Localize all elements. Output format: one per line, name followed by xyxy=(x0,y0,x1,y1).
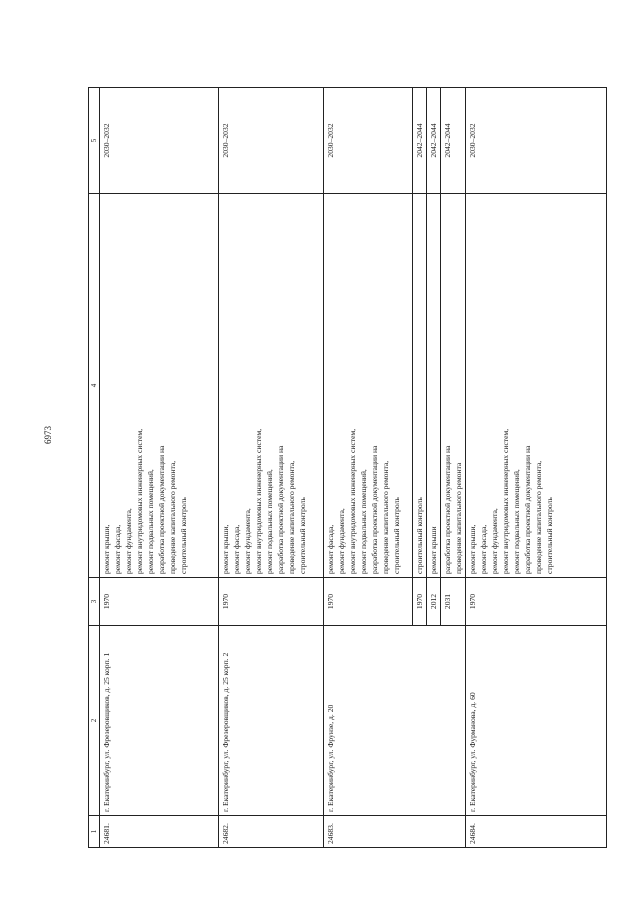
address-cell: г. Екатеринбург, ул. Фурманова, д. 60 xyxy=(466,626,607,816)
column-header-1: 1 xyxy=(89,816,100,848)
work-item: ремонт фасада, xyxy=(113,524,123,574)
work-item: строительный контроль xyxy=(545,497,555,574)
table-row xyxy=(324,88,413,848)
table-row xyxy=(100,88,219,848)
work-item: ремонт крыши, xyxy=(102,524,112,574)
period-cell: 2042–2044 xyxy=(427,88,441,194)
repair-schedule-table-wrapper xyxy=(88,88,555,848)
address-cell: г. Екатеринбург, ул. Фрезеровщиков, д. 25 корп. 1 xyxy=(100,626,219,816)
year-cell: 1970 xyxy=(219,578,324,626)
works-cell xyxy=(441,194,466,578)
work-item: ремонт крыши xyxy=(429,526,439,574)
work-item: ремонт фасада, xyxy=(232,524,242,574)
work-item: разработка проектной документации на xyxy=(370,445,380,574)
row-number: 24681. xyxy=(100,816,219,848)
year-cell: 1970 xyxy=(100,578,219,626)
address-cell: г. Екатеринбург, ул. Фрунзе, д. 20 xyxy=(324,626,466,816)
period-cell: 2042–2044 xyxy=(441,88,466,194)
work-item: ремонт фундамента, xyxy=(337,508,347,574)
address-cell: г. Екатеринбург, ул. Фрезеровщиков, д. 25 корп. 2 xyxy=(219,626,324,816)
work-item: ремонт подвальных помещений, xyxy=(512,469,522,574)
work-item: проведение капитального ремонта, xyxy=(168,460,178,574)
row-number: 24682. xyxy=(219,816,324,848)
work-item: ремонт фундамента, xyxy=(490,508,500,574)
work-item: ремонт подвальных помещений, xyxy=(359,469,369,574)
work-item: строительный контроль xyxy=(415,497,425,574)
work-item: ремонт внутридомовых инженерных систем, xyxy=(135,428,145,574)
work-item: ремонт подвальных помещений, xyxy=(146,469,156,574)
column-header-4: 4 xyxy=(89,194,100,578)
period-cell: 2030–2032 xyxy=(219,88,324,194)
work-item: строительный контроль xyxy=(179,497,189,574)
work-item: ремонт подвальных помещений, xyxy=(265,469,275,574)
work-item: строительный контроль xyxy=(392,497,402,574)
works-cell xyxy=(466,194,607,578)
year-cell: 2031 xyxy=(441,578,466,626)
table-row xyxy=(219,88,324,848)
work-item: ремонт внутридомовых инженерных систем, xyxy=(254,428,264,574)
period-cell: 2042–2044 xyxy=(413,88,427,194)
column-header-5: 5 xyxy=(89,88,100,194)
year-cell: 2012 xyxy=(427,578,441,626)
work-item: разработка проектной документации на xyxy=(276,445,286,574)
work-item: строительный контроль xyxy=(298,497,308,574)
works-cell xyxy=(324,194,413,578)
work-item: ремонт крыши, xyxy=(221,524,231,574)
works-cell xyxy=(100,194,219,578)
year-cell: 1970 xyxy=(324,578,413,626)
work-item: ремонт внутридомовых инженерных систем, xyxy=(348,428,358,574)
work-item: ремонт внутридомовых инженерных систем, xyxy=(501,428,511,574)
repair-schedule-table xyxy=(88,87,607,848)
work-item: разработка проектной документации на xyxy=(443,445,453,574)
column-header-2: 2 xyxy=(89,626,100,816)
work-item: ремонт крыши, xyxy=(468,524,478,574)
work-item: проведение капитального ремонта xyxy=(454,462,464,574)
works-cell xyxy=(427,194,441,578)
work-item: проведение капитального ремонта, xyxy=(381,460,391,574)
work-item: проведение капитального ремонта, xyxy=(534,460,544,574)
period-cell: 2030–2032 xyxy=(324,88,413,194)
work-item: ремонт фундамента, xyxy=(243,508,253,574)
row-number: 24684. xyxy=(466,816,607,848)
page-number: 6973 xyxy=(43,426,53,444)
column-number-row xyxy=(89,88,100,848)
table-body xyxy=(100,88,607,848)
table-row xyxy=(466,88,607,848)
period-cell: 2030–2032 xyxy=(100,88,219,194)
works-cell xyxy=(413,194,427,578)
work-item: ремонт фасада, xyxy=(479,524,489,574)
work-item: ремонт фасада, xyxy=(326,524,336,574)
works-cell xyxy=(219,194,324,578)
work-item: разработка проектной документации на xyxy=(157,445,167,574)
work-item: ремонт фундамента, xyxy=(124,508,134,574)
work-item: проведение капитального ремонта, xyxy=(287,460,297,574)
year-cell: 1970 xyxy=(413,578,427,626)
column-header-3: 3 xyxy=(89,578,100,626)
period-cell: 2030–2032 xyxy=(466,88,607,194)
year-cell: 1970 xyxy=(466,578,607,626)
work-item: разработка проектной документации на xyxy=(523,445,533,574)
row-number: 24683. xyxy=(324,816,466,848)
